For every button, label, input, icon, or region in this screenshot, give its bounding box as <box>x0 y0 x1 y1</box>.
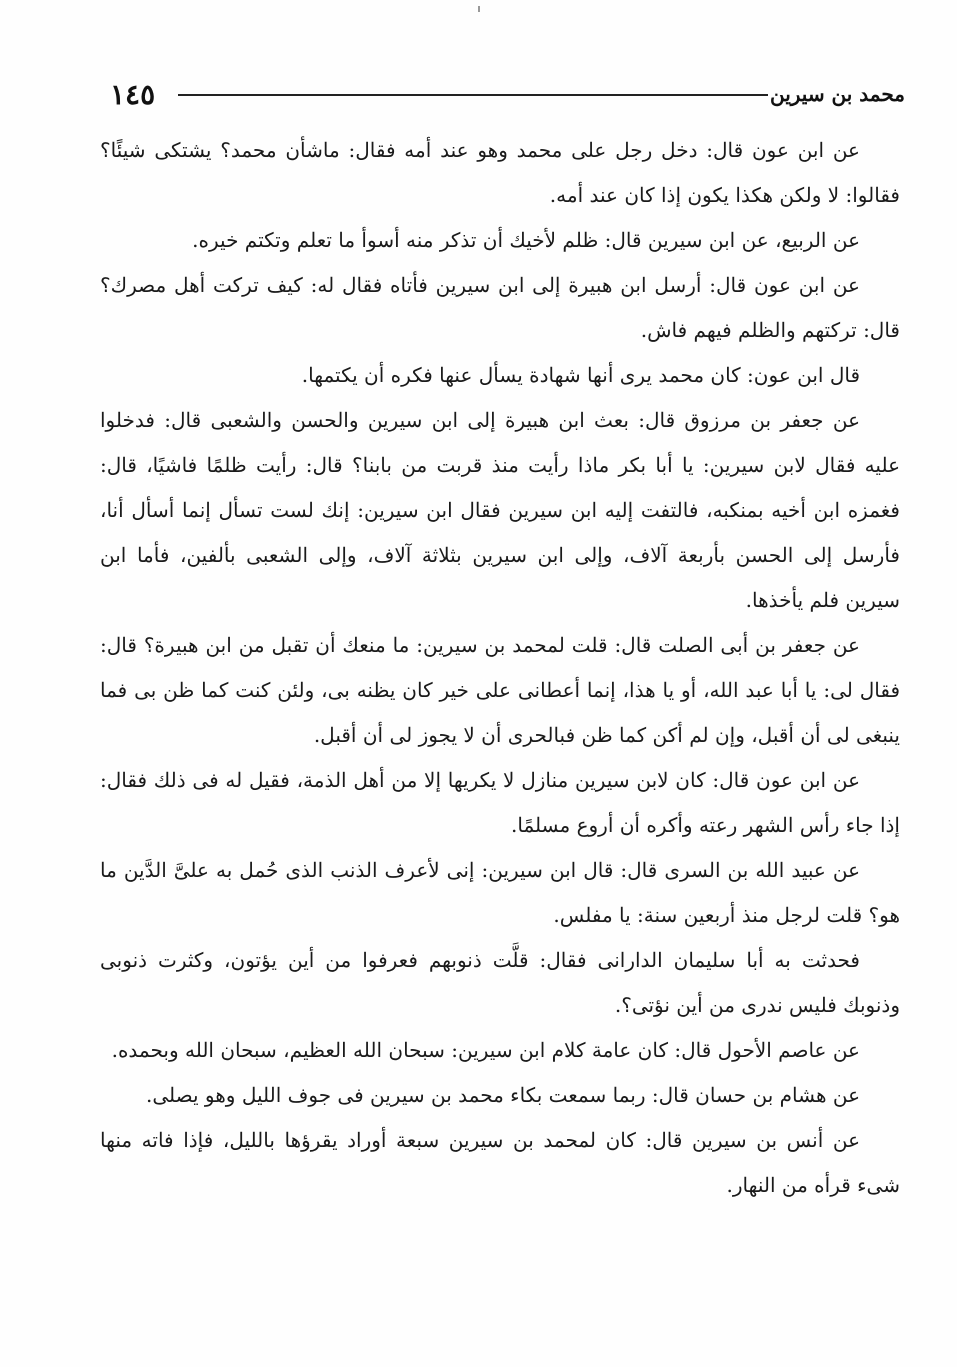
page-header <box>100 68 905 118</box>
paragraph: عن جعفر بن مرزوق قال: بعث ابن هبيرة إلى ابن سيرين والحسن والشعبى قال: فدخلوا عليه فقال لابن سيرين: يا أبا بكر ماذا رأيت منذ قربت من بابنا؟ قال: رأيت ظلمًا فاشيًا، قال: فغمزه ابن أخيه بمنكبه، فالتفت إليه ابن سيرين فقال ابن سيرين: إنك لست تسأل إنما أسأل أنا، فأرسل إلى الحسن بأربعة آلاف، وإلى ابن سيرين بثلاثة آلاف، وإلى الشعبى بألفين، فأما ابن سيرين فلم يأخذها. <box>100 408 900 612</box>
paragraph: عن أنس بن سيرين قال: كان لمحمد بن سيرين سبعة أوراد يقرؤها بالليل، فإذا فاته منها شىء قرأه من النهار. <box>100 1128 900 1197</box>
scan-mark <box>478 6 480 12</box>
paragraph: عن ابن عون قال: دخل رجل على محمد وهو عند أمه فقال: ماشأن محمد؟ يشتكى شيئًا؟ فقالوا: لا ولكن هكذا يكون إذا كان عند أمه. <box>100 138 900 207</box>
paragraph: فحدثت به أبا سليمان الدارانى فقال: قلَّت ذنوبهم فعرفوا من أين يؤتون، وكثرت ذنوبى وذنوبك فليس ندرى من أين نؤتى؟. <box>100 948 900 1017</box>
paragraph: عن عبيد الله بن السرى قال: قال ابن سيرين: إنى لأعرف الذنب الذى حُمل به علىَّ الدَّين ما هو؟ قلت لرجل منذ أربعين سنة: يا مفلس. <box>100 858 900 927</box>
paragraph: عن ابن عون قال: كان لابن سيرين منازل لا يكريها إلا من أهل الذمة، فقيل له فى ذلك فقال: إذا جاء رأس الشهر رعته وأكره أن أروع مسلمًا. <box>100 768 900 837</box>
paragraph: عن جعفر بن أبى الصلت قال: قلت لمحمد بن سيرين: ما منعك أن تقبل من ابن هبيرة؟ قال: فقال لى: يا أبا عبد الله، أو يا هذا، إنما أعطانى على خير كان يظنه بى، ولئن كنت كما ظن بى فما ينبغى لى أن أقبل، وإن لم أكن كما ظن فبالحرى أن لا يجوز لى أن أقبل. <box>100 633 900 747</box>
body-text <box>100 128 900 1208</box>
paragraph: عن ابن عون قال: أرسل ابن هبيرة إلى ابن سيرين فأتاه فقال له: كيف تركت أهل مصرك؟ قال: تركتهم والظلم فيهم فاش. <box>100 273 900 342</box>
paragraph: عن عاصم الأحول قال: كان عامة كلام ابن سيرين: سبحان الله العظيم، سبحان الله وبحمده. <box>111 1038 860 1062</box>
paragraph: عن الربيع، عن ابن سيرين قال: ظلم لأخيك أن تذكر منه أسوأ ما تعلم وتكتم خيره. <box>192 228 860 252</box>
running-title: محمد بن سيرين <box>769 82 905 106</box>
paragraph: عن هشام بن حسان قال: ربما سمعت بكاء محمد بن سيرين فى جوف الليل وهو يصلى. <box>146 1083 860 1107</box>
page-number: ١٤٥ <box>110 78 156 111</box>
header-rule <box>178 94 768 96</box>
paragraph: قال ابن عون: كان محمد يرى أنها شهادة يسأل عنها فكره أن يكتمها. <box>301 363 860 387</box>
